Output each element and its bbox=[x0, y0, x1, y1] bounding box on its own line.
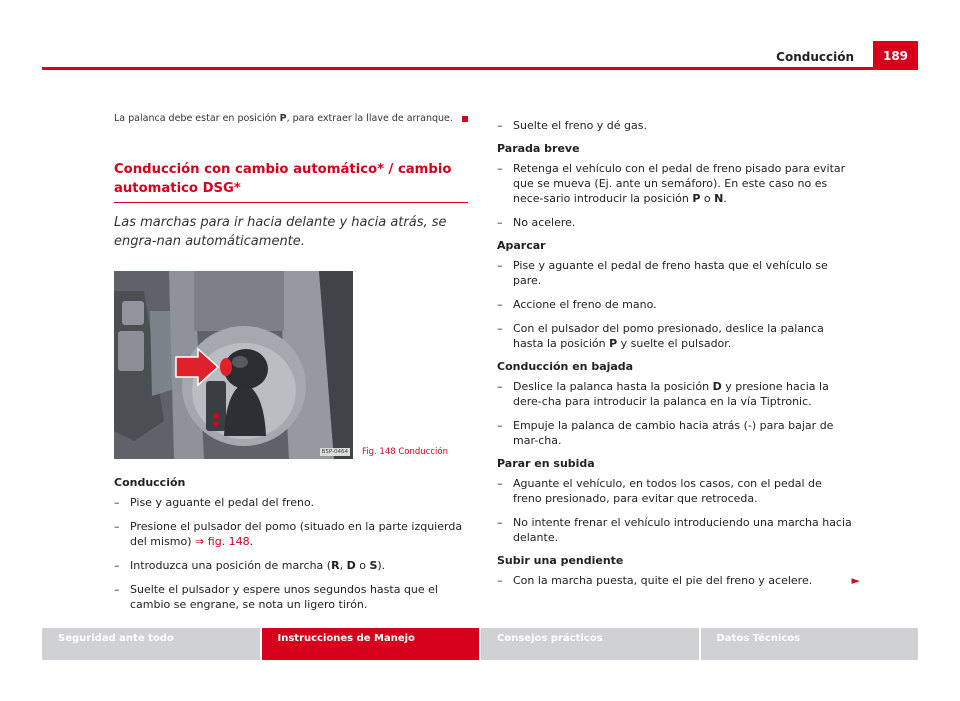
list-item bbox=[497, 258, 852, 288]
gear-p: P bbox=[692, 192, 701, 205]
item-text: Empuje la palanca de cambio hacia atrás (-) para bajar de mar-cha. bbox=[513, 419, 834, 447]
dash-bullet-icon: – bbox=[497, 516, 503, 529]
dash-bullet-icon: – bbox=[114, 496, 120, 509]
heading-parada-breve: Parada breve bbox=[497, 142, 580, 155]
dash-bullet-icon: – bbox=[497, 259, 503, 272]
list-item bbox=[497, 418, 852, 448]
item-text: No acelere. bbox=[513, 216, 576, 229]
gear-d: D bbox=[712, 380, 722, 393]
list-item bbox=[497, 515, 852, 545]
list-item bbox=[497, 118, 852, 133]
section-subtitle: Las marchas para ir hacia delante y hacia atrás, se engra-nan automáticamente. bbox=[114, 215, 447, 249]
item-text: Deslice la palanca hasta la posición bbox=[513, 380, 713, 393]
tab-seguridad[interactable]: Seguridad ante todo bbox=[42, 628, 260, 660]
intro-note bbox=[114, 112, 468, 126]
gear-r: R bbox=[331, 559, 340, 572]
list-item bbox=[114, 558, 468, 573]
item-text: Suelte el pulsador y espere unos segundos hasta que el cambio se engrane, se nota un ligero tirón. bbox=[130, 583, 438, 611]
heading-subir-pendiente: Subir una pendiente bbox=[497, 554, 624, 567]
list-item bbox=[114, 519, 468, 549]
tab-consejos[interactable]: Consejos prácticos bbox=[481, 628, 699, 660]
item-text: No intente frenar el vehículo introduciendo una marcha hacia delante. bbox=[513, 516, 852, 544]
list-item bbox=[497, 321, 852, 351]
footer-nav bbox=[42, 628, 918, 660]
dash-bullet-icon: – bbox=[497, 298, 503, 311]
dash-bullet-icon: – bbox=[497, 477, 503, 490]
page-number: 189 bbox=[873, 41, 918, 67]
item-text: Introduzca una posición de marcha ( bbox=[130, 559, 332, 572]
intro-text-b: , para extraer la llave de arranque. bbox=[286, 113, 453, 124]
item-text: Pise y aguante el pedal del freno. bbox=[130, 496, 315, 509]
item-sep: o bbox=[355, 559, 370, 572]
heading-aparcar: Aparcar bbox=[497, 239, 546, 252]
dash-bullet-icon: – bbox=[497, 574, 503, 587]
item-text: Accione el freno de mano. bbox=[513, 298, 657, 311]
list-item bbox=[497, 297, 852, 312]
tab-datos[interactable]: Datos Técnicos bbox=[701, 628, 919, 660]
dash-bullet-icon: – bbox=[114, 520, 120, 533]
list-item bbox=[497, 476, 852, 506]
item-text-end: . bbox=[723, 192, 727, 205]
dash-bullet-icon: – bbox=[497, 162, 503, 175]
item-text-end: . bbox=[249, 535, 254, 548]
dash-bullet-icon: – bbox=[114, 559, 120, 572]
figure-link[interactable]: ⇒ fig. 148 bbox=[195, 535, 250, 548]
dash-bullet-icon: – bbox=[497, 322, 503, 335]
dash-bullet-icon: – bbox=[497, 119, 503, 132]
continue-arrow-icon: ► bbox=[851, 574, 860, 587]
item-text: Retenga el vehículo con el pedal de freno pisado para evitar que se mueva (Ej. ante un semáforo). En este caso no es nece-sario introducir la posición bbox=[513, 162, 846, 205]
dash-bullet-icon: – bbox=[114, 583, 120, 596]
figure-caption: Fig. 148 Conducción bbox=[362, 447, 448, 457]
list-item bbox=[497, 215, 852, 230]
gear-s: S bbox=[369, 559, 378, 572]
header-rule bbox=[42, 67, 918, 70]
gear-lever-photo bbox=[114, 271, 353, 459]
heading-parar-subida: Parar en subida bbox=[497, 457, 595, 470]
section-title: Conducción con cambio automático* / cambio automatico DSG* bbox=[114, 160, 468, 203]
item-sep: o bbox=[700, 192, 715, 205]
right-column bbox=[497, 112, 860, 588]
list-item bbox=[497, 573, 860, 588]
dash-bullet-icon: – bbox=[497, 380, 503, 393]
item-text: Con la marcha puesta, quite el pie del freno y acelere. bbox=[513, 574, 813, 587]
figure-148 bbox=[114, 271, 468, 459]
item-text: Con el pulsador del pomo presionado, deslice la palanca hasta la posición bbox=[513, 322, 824, 350]
item-text: Suelte el freno y dé gas. bbox=[513, 119, 647, 132]
figure-code: B5P-0464 bbox=[321, 449, 348, 455]
dash-bullet-icon: – bbox=[497, 419, 503, 432]
dash-bullet-icon: – bbox=[497, 216, 503, 229]
intro-bold-p: P bbox=[279, 113, 287, 124]
intro-text-a: La palanca debe estar en posición bbox=[114, 113, 280, 124]
end-marker-icon bbox=[462, 116, 468, 122]
gear-p: P bbox=[609, 337, 618, 350]
list-item bbox=[497, 161, 852, 206]
list-item bbox=[497, 379, 852, 409]
item-text-end: ). bbox=[377, 559, 386, 572]
heading-conduccion: Conducción bbox=[114, 476, 186, 489]
item-text: Pise y aguante el pedal de freno hasta que el vehículo se pare. bbox=[513, 259, 828, 287]
item-text: Aguante el vehículo, en todos los casos, con el pedal de freno presionado, para evitar que retroceda. bbox=[513, 477, 822, 505]
item-sep: , bbox=[339, 559, 347, 572]
list-item bbox=[114, 582, 468, 612]
tab-instrucciones[interactable]: Instrucciones de Manejo bbox=[262, 628, 480, 660]
item-text-end: y presione hacia la dere-cha para introducir la palanca en la vía Tiptronic. bbox=[513, 380, 829, 408]
gear-d: D bbox=[346, 559, 356, 572]
left-column bbox=[114, 112, 468, 612]
item-text-end: y suelte el pulsador. bbox=[617, 337, 732, 350]
list-item bbox=[114, 495, 468, 510]
item-text: Presione el pulsador del pomo (situado en la parte izquierda del mismo) bbox=[130, 520, 463, 548]
gear-lever-illustration bbox=[114, 271, 353, 459]
running-header-title: Conducción bbox=[776, 50, 854, 64]
heading-conduccion-bajada: Conducción en bajada bbox=[497, 360, 634, 373]
gear-n: N bbox=[714, 192, 724, 205]
